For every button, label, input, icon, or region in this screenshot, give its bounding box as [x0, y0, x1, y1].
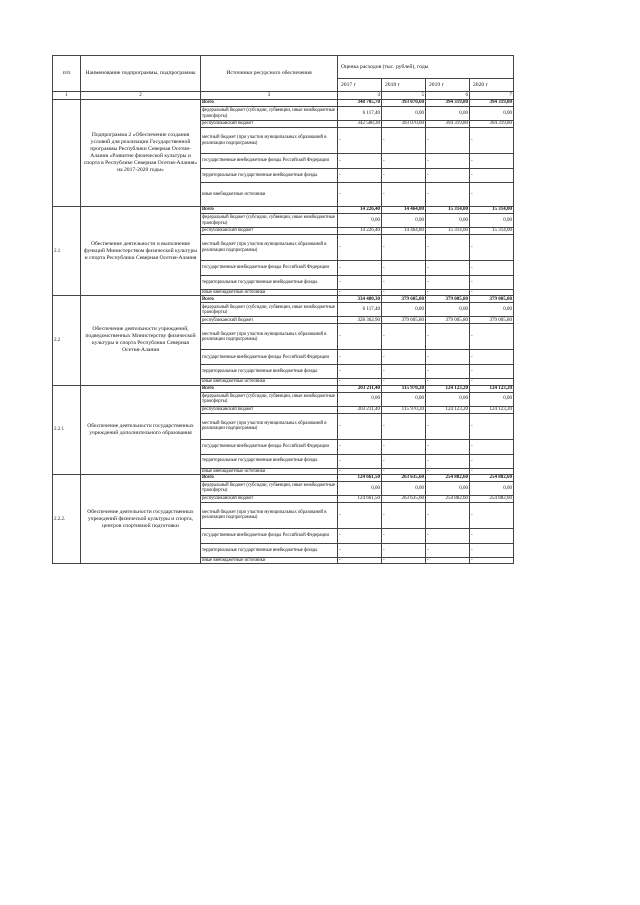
value-total-2019: 15 314,00: [426, 207, 470, 214]
value-total-2019: 124 123,20: [426, 385, 470, 392]
value-total-2017: 334 480,30: [338, 296, 382, 303]
value-total-2018: 379 605,80: [382, 296, 426, 303]
value-state-funds-2018: -: [382, 261, 426, 276]
value-republic-2018: 115 970,20: [382, 406, 426, 413]
source-local: местный бюджет (при участии муниципальных образований в реализации подпрограммы): [201, 502, 338, 528]
source-state-funds: государственные внебюджетные фонды Российской Федерации: [201, 154, 338, 169]
source-total: Всего: [201, 474, 338, 481]
value-other-2017: -: [338, 557, 382, 563]
header-num: п/п: [53, 56, 81, 92]
column-number: 6: [426, 92, 470, 100]
value-territorial-2019: -: [426, 365, 470, 379]
source-republic: республиканский бюджет: [201, 495, 338, 502]
value-territorial-2017: -: [338, 454, 382, 468]
value-federal-2019: 0,00: [426, 481, 470, 495]
source-other: иные внебюджетные источники: [201, 379, 338, 385]
source-federal: федеральный бюджет (субсидии, субвенции, иные межбюджетные трансферты): [201, 392, 338, 406]
header-year-2020: 2020 г: [470, 79, 514, 92]
value-state-funds-2020: -: [470, 261, 514, 276]
source-local: местный бюджет (при участии муниципальных образований в реализации подпрограммы): [201, 235, 338, 261]
value-total-2018: 263 635,60: [382, 474, 426, 481]
value-federal-2020: 0,00: [470, 107, 514, 121]
value-local-2017: -: [338, 324, 382, 350]
value-federal-2019: 0,00: [426, 392, 470, 406]
header-row: [53, 56, 514, 79]
value-other-2018: -: [382, 183, 426, 207]
value-republic-2020: 15 314,00: [470, 228, 514, 235]
value-republic-2017: 328 362,90: [338, 317, 382, 324]
budget-body: [53, 100, 514, 564]
value-federal-2019: 0,00: [426, 107, 470, 121]
value-federal-2020: 0,00: [470, 392, 514, 406]
source-republic: республиканский бюджет: [201, 121, 338, 128]
value-local-2019: -: [426, 128, 470, 154]
value-state-funds-2017: -: [338, 528, 382, 543]
value-federal-2018: 0,00: [382, 214, 426, 228]
value-other-2020: -: [470, 183, 514, 207]
value-total-2020: 15 314,00: [470, 207, 514, 214]
value-federal-2018: 0,00: [382, 392, 426, 406]
value-state-funds-2017: -: [338, 261, 382, 276]
value-republic-2017: 203 211,40: [338, 406, 382, 413]
value-other-2017: -: [338, 379, 382, 385]
value-territorial-2020: -: [470, 365, 514, 379]
value-federal-2020: 0,00: [470, 303, 514, 317]
value-federal-2019: 0,00: [426, 214, 470, 228]
value-territorial-2020: -: [470, 276, 514, 290]
value-local-2020: -: [470, 413, 514, 439]
column-number: 1: [53, 92, 81, 100]
value-federal-2017: 0,00: [338, 392, 382, 406]
value-federal-2020: 0,00: [470, 481, 514, 495]
source-federal: федеральный бюджет (субсидии, субвенции, иные межбюджетные трансферты): [201, 303, 338, 317]
value-local-2019: -: [426, 235, 470, 261]
source-state-funds: государственные внебюджетные фонды Российской Федерации: [201, 439, 338, 454]
header-year-2018: 2018 г: [382, 79, 426, 92]
source-territorial-funds: территориальные государственные внебюджетные фонды: [201, 276, 338, 290]
column-number-row: [53, 92, 514, 100]
value-territorial-2019: -: [426, 169, 470, 183]
value-local-2020: -: [470, 502, 514, 528]
section-name: Обеспечение деятельности государственных учреждений дополнительного образования: [81, 385, 201, 474]
value-republic-2020: 124 123,20: [470, 406, 514, 413]
table-row-total: [53, 474, 514, 481]
section-name: Обеспечение деятельности государственных учреждений физической культуры и спорта, центров спортивной подготовки: [81, 474, 201, 563]
value-republic-2019: 15 314,00: [426, 228, 470, 235]
section-code: 2.2: [53, 296, 81, 385]
value-state-funds-2019: -: [426, 528, 470, 543]
value-other-2017: -: [338, 468, 382, 474]
budget-table: [52, 55, 514, 564]
value-other-2019: -: [426, 183, 470, 207]
value-territorial-2017: -: [338, 276, 382, 290]
value-local-2018: -: [382, 235, 426, 261]
value-state-funds-2018: -: [382, 439, 426, 454]
source-state-funds: государственные внебюджетные фонды Российской Федерации: [201, 528, 338, 543]
header-estimate: Оценка расходов (тыс. рублей), годы: [338, 56, 514, 79]
value-other-2017: -: [338, 290, 382, 296]
header-year-2017: 2017 г: [338, 79, 382, 92]
value-local-2018: -: [382, 413, 426, 439]
value-federal-2020: 0,00: [470, 214, 514, 228]
value-federal-2017: 6 117,40: [338, 107, 382, 121]
value-local-2017: -: [338, 235, 382, 261]
value-territorial-2018: -: [382, 169, 426, 183]
source-republic: республиканский бюджет: [201, 228, 338, 235]
source-federal: федеральный бюджет (субсидии, субвенции, иные межбюджетные трансферты): [201, 481, 338, 495]
value-state-funds-2019: -: [426, 154, 470, 169]
value-territorial-2020: -: [470, 169, 514, 183]
value-republic-2018: 393 070,60: [382, 121, 426, 128]
value-local-2020: -: [470, 128, 514, 154]
source-state-funds: государственные внебюджетные фонды Российской Федерации: [201, 261, 338, 276]
value-republic-2017: 342 588,30: [338, 121, 382, 128]
value-territorial-2018: -: [382, 454, 426, 468]
value-federal-2017: 0,00: [338, 214, 382, 228]
value-other-2019: -: [426, 468, 470, 474]
value-federal-2018: 0,00: [382, 481, 426, 495]
source-territorial-funds: территориальные государственные внебюджетные фонды: [201, 365, 338, 379]
value-state-funds-2019: -: [426, 261, 470, 276]
value-state-funds-2018: -: [382, 350, 426, 365]
value-local-2019: -: [426, 502, 470, 528]
value-federal-2018: 0,00: [382, 303, 426, 317]
value-local-2017: -: [338, 413, 382, 439]
source-state-funds: государственные внебюджетные фонды Российской Федерации: [201, 350, 338, 365]
value-total-2020: 379 005,80: [470, 296, 514, 303]
value-federal-2018: 0,00: [382, 107, 426, 121]
column-number: 4: [338, 92, 382, 100]
value-total-2018: 393 070,60: [382, 100, 426, 107]
value-total-2020: 394 319,80: [470, 100, 514, 107]
value-total-2017: 14 226,40: [338, 207, 382, 214]
value-territorial-2020: -: [470, 543, 514, 557]
value-federal-2017: 0,00: [338, 481, 382, 495]
section-name: Обеспечение деятельности учреждений, подведомственных Министерству физической культуры и спорта Республики Северная Осетия-Алания: [81, 296, 201, 385]
value-state-funds-2020: -: [470, 154, 514, 169]
source-other: иные внебюджетные источники: [201, 183, 338, 207]
header-name: Наименование подпрограммы, подпрограммы: [81, 56, 201, 92]
value-total-2018: 14 464,80: [382, 207, 426, 214]
value-total-2020: 124 123,20: [470, 385, 514, 392]
value-republic-2019: 124 123,20: [426, 406, 470, 413]
value-state-funds-2019: -: [426, 439, 470, 454]
value-republic-2019: 254 882,60: [426, 495, 470, 502]
value-state-funds-2020: -: [470, 439, 514, 454]
value-territorial-2017: -: [338, 169, 382, 183]
source-other: иные внебюджетные источники: [201, 290, 338, 296]
value-territorial-2017: -: [338, 543, 382, 557]
value-federal-2019: 0,00: [426, 303, 470, 317]
value-republic-2017: 14 226,40: [338, 228, 382, 235]
value-local-2019: -: [426, 413, 470, 439]
value-local-2020: -: [470, 324, 514, 350]
value-other-2019: -: [426, 379, 470, 385]
value-local-2018: -: [382, 128, 426, 154]
source-local: местный бюджет (при участии муниципальных образований в реализации подпрограммы): [201, 324, 338, 350]
value-territorial-2019: -: [426, 543, 470, 557]
section-code: 2.1: [53, 207, 81, 296]
value-other-2017: -: [338, 183, 382, 207]
source-local: местный бюджет (при участии муниципальных образований в реализации подпрограммы): [201, 128, 338, 154]
value-republic-2017: 124 661,50: [338, 495, 382, 502]
value-territorial-2018: -: [382, 276, 426, 290]
value-other-2019: -: [426, 557, 470, 563]
value-local-2017: -: [338, 128, 382, 154]
value-total-2019: 394 319,80: [426, 100, 470, 107]
budget-sheet: [52, 55, 513, 564]
source-republic: республиканский бюджет: [201, 317, 338, 324]
value-territorial-2019: -: [426, 454, 470, 468]
source-other: иные внебюджетные источники: [201, 557, 338, 563]
source-total: Всего: [201, 100, 338, 107]
value-other-2018: -: [382, 557, 426, 563]
value-local-2017: -: [338, 502, 382, 528]
section-code: [53, 100, 81, 207]
header-year-2019: 2019 г: [426, 79, 470, 92]
section-code: 2.2.2.: [53, 474, 81, 563]
header-source: Источники ресурсного обеспечения: [201, 56, 338, 92]
value-local-2018: -: [382, 324, 426, 350]
value-territorial-2018: -: [382, 543, 426, 557]
value-local-2020: -: [470, 235, 514, 261]
section-name: Обеспечение деятельности и выполнение функций Министерством физической культуры и спорта Республики Северная Осетия-Алания: [81, 207, 201, 296]
value-territorial-2019: -: [426, 276, 470, 290]
value-local-2019: -: [426, 324, 470, 350]
source-territorial-funds: территориальные государственные внебюджетные фонды: [201, 454, 338, 468]
source-federal: федеральный бюджет (субсидии, субвенции, иные межбюджетные трансферты): [201, 214, 338, 228]
source-federal: федеральный бюджет (субсидии, субвенции, иные межбюджетные трансферты): [201, 107, 338, 121]
section-code: 2.2.1: [53, 385, 81, 474]
value-other-2020: -: [470, 290, 514, 296]
value-total-2017: 203 211,40: [338, 385, 382, 392]
value-state-funds-2020: -: [470, 350, 514, 365]
value-state-funds-2017: -: [338, 439, 382, 454]
value-republic-2018: 14 464,80: [382, 228, 426, 235]
source-territorial-funds: территориальные государственные внебюджетные фонды: [201, 543, 338, 557]
value-total-2017: 124 661,50: [338, 474, 382, 481]
value-territorial-2018: -: [382, 365, 426, 379]
source-other: иные внебюджетные источники: [201, 468, 338, 474]
value-other-2020: -: [470, 379, 514, 385]
value-total-2019: 379 005,80: [426, 296, 470, 303]
value-other-2020: -: [470, 557, 514, 563]
source-republic: республиканский бюджет: [201, 406, 338, 413]
source-total: Всего: [201, 207, 338, 214]
value-total-2020: 254 882,60: [470, 474, 514, 481]
value-territorial-2017: -: [338, 365, 382, 379]
value-republic-2019: 394 319,80: [426, 121, 470, 128]
value-total-2017: 348 705,70: [338, 100, 382, 107]
column-number: 3: [201, 92, 338, 100]
value-territorial-2020: -: [470, 454, 514, 468]
value-republic-2020: 254 882,60: [470, 495, 514, 502]
source-local: местный бюджет (при участии муниципальных образований в реализации подпрограммы): [201, 413, 338, 439]
value-other-2018: -: [382, 468, 426, 474]
value-other-2019: -: [426, 290, 470, 296]
value-state-funds-2018: -: [382, 528, 426, 543]
value-state-funds-2017: -: [338, 350, 382, 365]
value-republic-2019: 379 005,80: [426, 317, 470, 324]
value-state-funds-2018: -: [382, 154, 426, 169]
column-number: 5: [382, 92, 426, 100]
column-number: 7: [470, 92, 514, 100]
source-total: Всего: [201, 296, 338, 303]
value-state-funds-2017: -: [338, 154, 382, 169]
source-total: Всего: [201, 385, 338, 392]
value-republic-2020: 379 005,80: [470, 317, 514, 324]
value-state-funds-2020: -: [470, 528, 514, 543]
value-republic-2018: 263 635,60: [382, 495, 426, 502]
table-row-total: [53, 296, 514, 303]
value-total-2018: 115 970,20: [382, 385, 426, 392]
value-local-2018: -: [382, 502, 426, 528]
value-other-2018: -: [382, 290, 426, 296]
value-other-2018: -: [382, 379, 426, 385]
column-number: 2: [81, 92, 201, 100]
table-row-total: [53, 207, 514, 214]
source-territorial-funds: территориальные государственные внебюджетные фонды: [201, 169, 338, 183]
value-republic-2018: 379 605,80: [382, 317, 426, 324]
value-republic-2020: 394 319,80: [470, 121, 514, 128]
table-row-total: [53, 385, 514, 392]
section-name: Подпрограмма 2 «Обеспечение создания условий для реализации Государственной программы Республики Северная Осетия-Алания «Развитие физической культуры и спорта в Республике Северная Осетия-Алания» на 2017-2020 годы»: [81, 100, 201, 207]
value-other-2020: -: [470, 468, 514, 474]
value-total-2019: 254 882,60: [426, 474, 470, 481]
value-federal-2017: 6 117,40: [338, 303, 382, 317]
table-row-total: [53, 100, 514, 107]
value-state-funds-2019: -: [426, 350, 470, 365]
